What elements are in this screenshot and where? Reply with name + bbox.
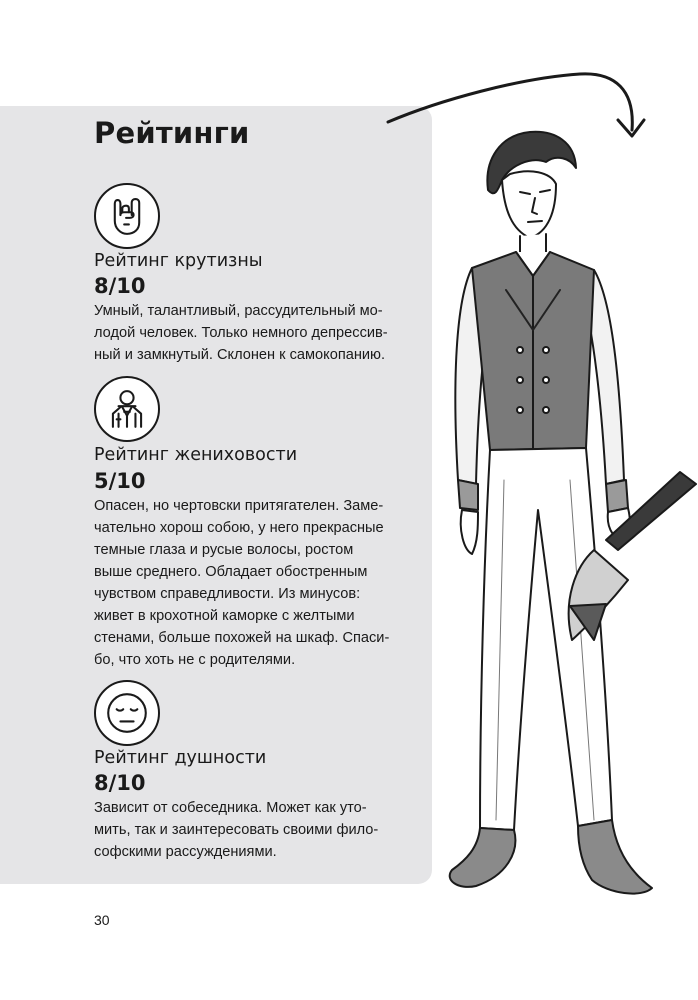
rating-description: Зависит от собеседника. Может как уто- мить, так и заинтересовать своими фило- софскими рассуждениями.	[94, 800, 379, 860]
rating-label: Рейтинг жениховости	[94, 445, 298, 465]
page-title: Рейтинги	[94, 116, 250, 150]
rating-label: Рейтинг душности	[94, 748, 267, 768]
rating-description: Умный, талантливый, рассудительный мо- лодой человек. Только немного депрессив- ный и замкнутый. Склонен к самокопанию.	[94, 303, 388, 363]
rating-description: Опасен, но чертовски притягателен. Заме- чательно хорош собою, у него прекрасные темные глаза и русые волосы, ростом выше среднего. Обладает обостренным чувством справедливости. Из минусов: живет в крохотной каморке с желтыми стенами, больше похожей на шкаф. Спаси- бо, что хоть не с родителями.	[94, 498, 390, 668]
rock-hand-icon	[94, 183, 160, 249]
bored-face-icon	[94, 680, 160, 746]
rating-score: 5/10	[94, 469, 146, 493]
rating-score: 8/10	[94, 771, 146, 795]
character-illustration	[380, 80, 698, 920]
rating-score: 8/10	[94, 274, 146, 298]
groom-icon	[94, 376, 160, 442]
rating-label: Рейтинг крутизны	[94, 251, 263, 271]
page-number: 30	[94, 912, 110, 928]
